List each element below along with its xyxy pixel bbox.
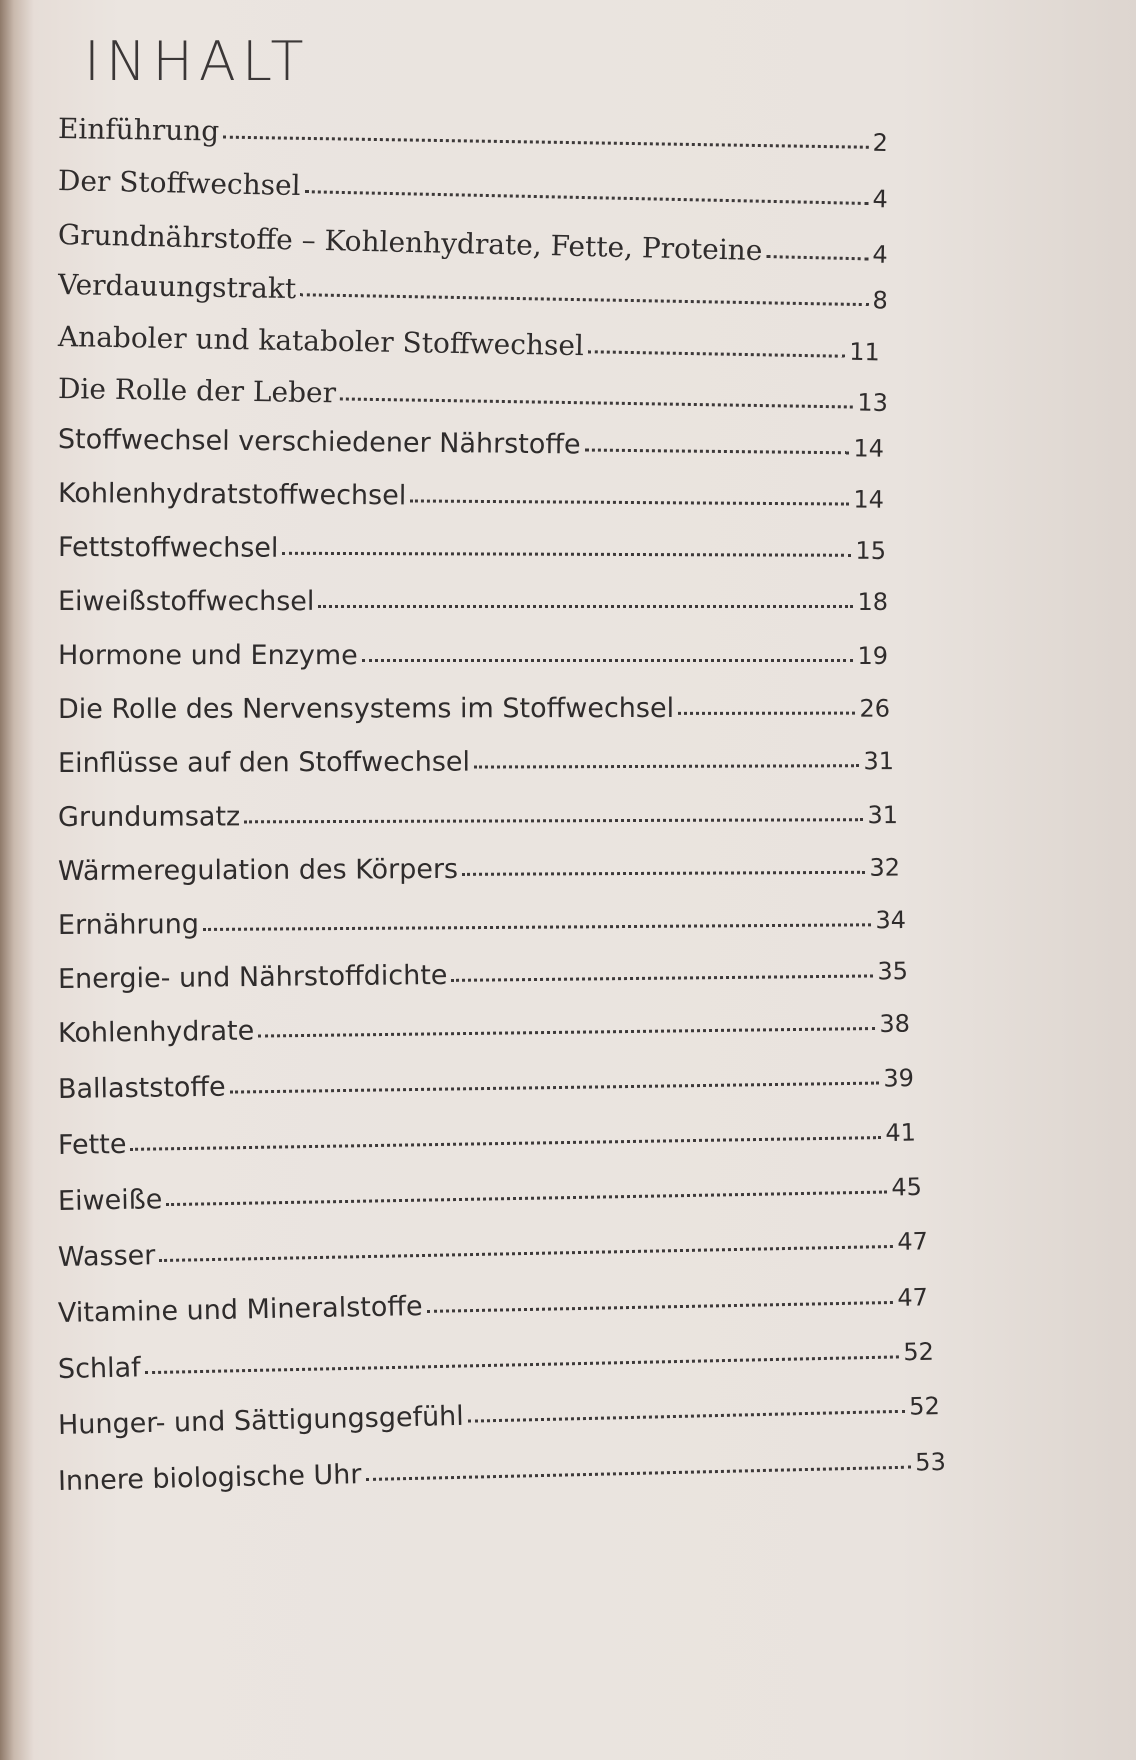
toc-entry [58,904,906,941]
toc-entry [58,164,889,214]
dot-leader [166,1181,887,1207]
toc-entry-page: 13 [857,388,889,418]
dot-leader [340,387,854,408]
toc-entry [58,268,888,315]
toc-entry [58,1390,940,1441]
toc-entry-page: 34 [875,906,907,935]
toc-entry [58,1281,928,1329]
dot-leader [258,1017,875,1038]
toc-entry-page: 52 [908,1391,941,1421]
toc-entry-page: 2 [872,128,889,158]
toc-entry-page: 31 [863,747,895,776]
dot-leader [159,1235,893,1262]
dot-leader [426,1291,893,1313]
dot-leader [304,180,868,205]
dot-leader [766,245,868,260]
toc-entry-title: Ernährung [57,909,200,941]
toc-entry-title: Hunger- und Sättigungsgefühl [57,1400,465,1441]
toc-entry-title: Fette [57,1128,127,1161]
dot-leader [230,1072,880,1094]
toc-entry [58,586,888,617]
toc-entry-title: Eiweiße [57,1184,163,1217]
dot-leader [474,754,859,768]
toc-entry-page: 14 [853,485,885,514]
toc-entry-title: Grundumsatz [57,801,241,833]
toc-entry-title: Kohlenhydratstoffwechsel [57,478,407,512]
dot-leader [282,542,851,557]
toc-entry-title: Die Rolle der Leber [57,372,337,410]
toc-entry [58,320,880,367]
toc-entry-title: Eiweißstoffwechsel [58,586,315,617]
dot-leader [584,439,849,455]
dot-leader [203,913,872,931]
toc-entry-page: 31 [867,801,899,830]
dot-leader [410,489,849,505]
toc-entry [58,478,884,515]
toc-entry-title: Anaboler und kataboler Stoffwechsel [57,320,585,363]
toc-entry-title: Fettstoffwechsel [57,532,279,564]
toc-entry [58,955,908,995]
toc-entry [58,218,889,270]
toc-entry-title: Der Stoffwechsel [57,164,301,203]
toc-entry-title: Ballaststoffe [57,1071,226,1105]
toc-entry-page: 8 [872,286,889,315]
toc-entry-title: Einführung [57,112,220,148]
toc-entry-title: Hormone und Enzyme [58,640,358,671]
dot-leader [365,1456,911,1481]
toc-entry [58,799,898,833]
toc-entry-page: 47 [897,1283,929,1312]
dot-leader [318,595,853,608]
toc-entry [58,1117,916,1161]
toc-entry [58,745,894,779]
dot-leader [451,964,873,981]
toc-entry-page: 4 [872,240,889,269]
dot-leader [145,1345,900,1374]
dot-leader [362,649,854,662]
dot-leader [300,283,869,306]
toc-entry [58,1008,910,1049]
toc-entry-page: 41 [885,1118,917,1148]
toc-entry-page: 52 [902,1337,935,1367]
toc-entry-page: 19 [857,642,888,670]
toc-entry-page: 35 [877,957,909,986]
toc-entry-title: Die Rolle des Nervensystems im Stoffwechsel [57,692,675,725]
toc-entry-page: 32 [869,853,901,882]
toc-entry-page: 18 [857,588,888,616]
page-title: INHALT [84,30,310,93]
toc-entry-title: Vitamine und Mineralstoffe [57,1291,423,1329]
toc-entry-title: Wärmeregulation des Körpers [57,853,459,887]
toc-entry-title: Energie- und Nährstoffdichte [57,959,448,995]
toc-entry [58,1336,934,1385]
dot-leader [130,1126,881,1151]
toc-entry [58,640,888,671]
toc-entry [58,1446,946,1497]
dot-leader [244,808,863,823]
toc-entry-title: Grundnährstoffe – Kohlenhydrate, Fette, Proteine [57,218,763,267]
dot-leader [468,1400,906,1423]
toc-entry [58,1062,914,1105]
toc-entry-page: 47 [897,1227,929,1256]
toc-entry [58,1225,928,1273]
toc-entry-title: Verdauungstrakt [57,268,297,306]
toc-entry-page: 14 [853,434,885,463]
toc-entry-title: Stoffwechsel verschiedener Nährstoffe [57,424,581,461]
dot-leader [462,861,865,876]
toc-entry-title: Einflüsse auf den Stoffwechsel [57,746,471,779]
dot-leader [678,702,855,715]
toc-entry-page: 53 [914,1447,947,1477]
toc-entry-title: Innere biologische Uhr [57,1459,362,1497]
toc-entry-title: Kohlenhydrate [57,1015,255,1049]
toc-entry [58,112,888,158]
toc-entry [58,852,900,887]
toc-entry-page: 45 [891,1172,923,1202]
toc-entry [58,532,886,566]
toc-entry-page: 11 [849,337,881,367]
toc-entry [58,372,888,418]
toc-entry-page: 38 [879,1009,911,1038]
toc-entry-page: 26 [859,694,891,723]
toc-entry-page: 39 [883,1064,915,1093]
toc-entry [58,1171,922,1217]
toc-entry [58,424,884,464]
toc-entry-page: 15 [855,536,887,565]
toc-entry [58,693,890,725]
dot-leader [588,340,846,357]
toc-entry-title: Wasser [57,1240,156,1273]
dot-leader [223,126,869,149]
toc-entry-title: Schlaf [57,1352,141,1385]
toc-entry-page: 4 [872,185,889,214]
